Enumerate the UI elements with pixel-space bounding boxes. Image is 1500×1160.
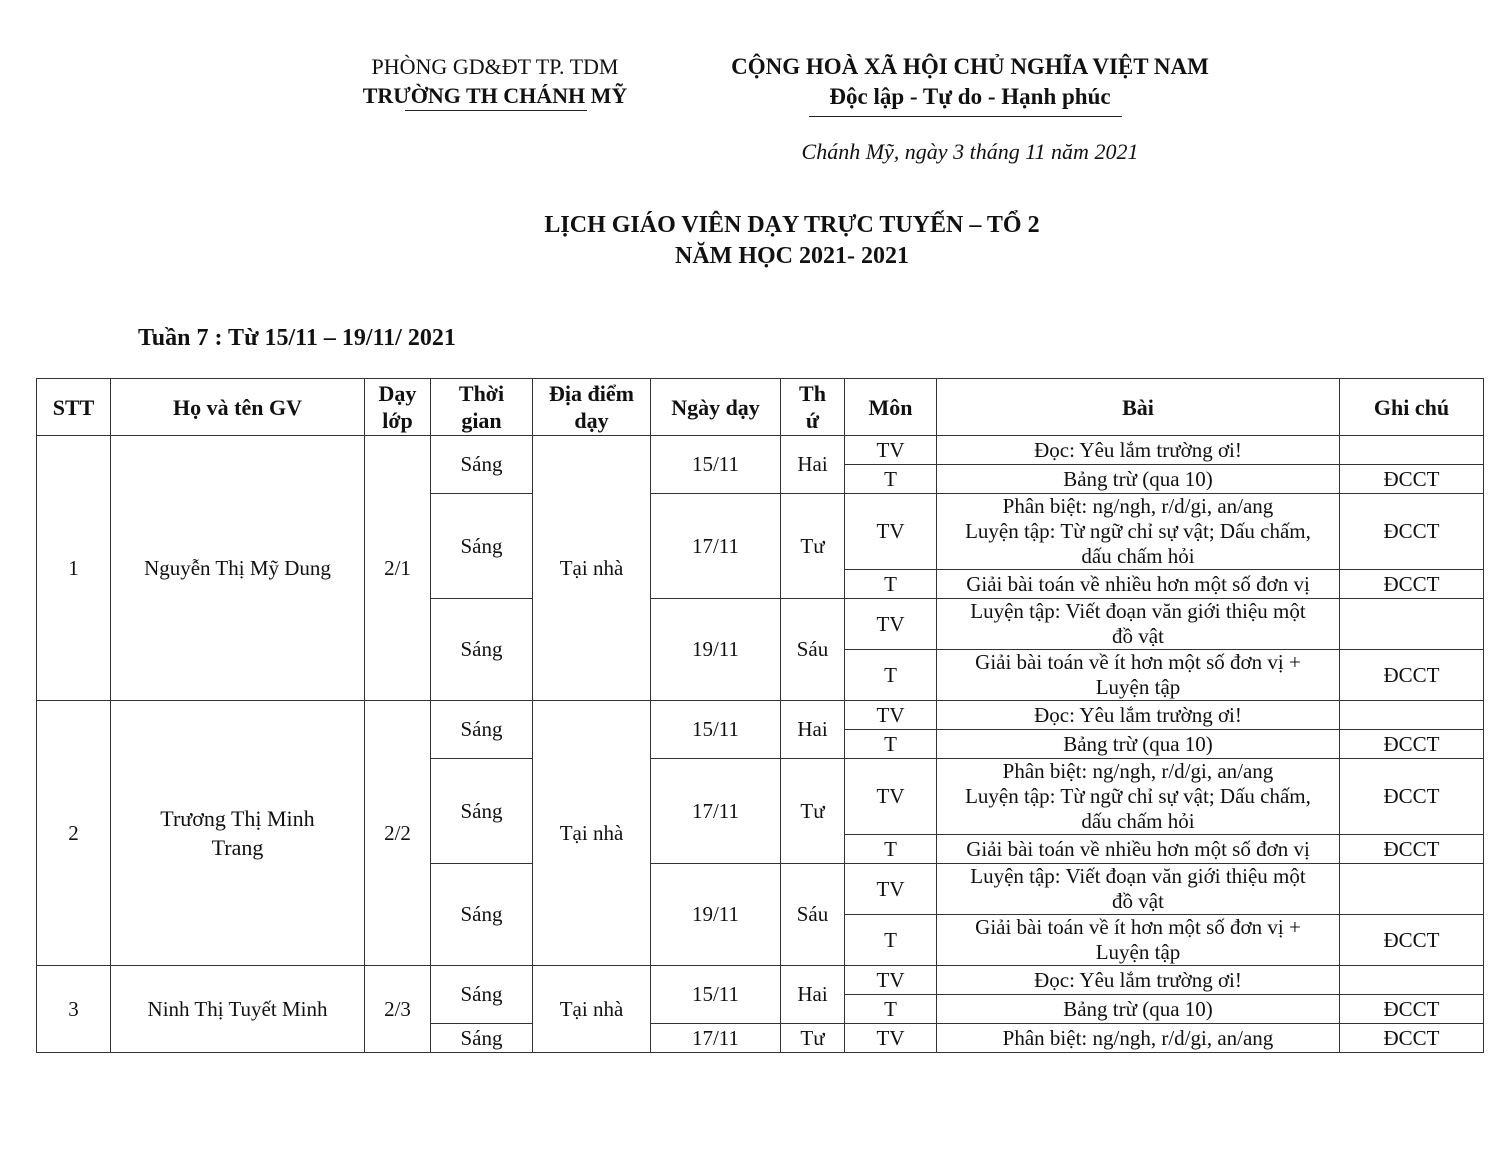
country-name: CỘNG HOÀ XÃ HỘI CHỦ NGHĨA VIỆT NAM xyxy=(731,54,1209,79)
cell-note xyxy=(1340,436,1484,465)
cell-subject: TV xyxy=(845,494,937,570)
cell-place: Tại nhà xyxy=(533,701,651,966)
cell-note xyxy=(1340,966,1484,995)
cell-lesson xyxy=(937,966,1340,995)
header-time xyxy=(431,379,533,436)
cell-time: Sáng xyxy=(431,1024,533,1053)
cell-date: 19/11 xyxy=(651,864,781,966)
lesson-line: Phân biệt: ng/ngh, r/d/gi, an/ang xyxy=(1002,494,1274,518)
document-title: LỊCH GIÁO VIÊN DẠY TRỰC TUYẾN – TỔ 2 xyxy=(544,212,1040,238)
cell-lesson xyxy=(937,570,1340,599)
cell-note: ĐCCT xyxy=(1340,915,1484,966)
header-class xyxy=(365,379,431,436)
cell-date: 17/11 xyxy=(651,759,781,864)
cell-lesson xyxy=(937,1024,1340,1053)
cell-stt: 2 xyxy=(37,701,111,966)
cell-note xyxy=(1340,599,1484,650)
cell-time: Sáng xyxy=(431,701,533,759)
cell-class: 2/3 xyxy=(365,966,431,1053)
cell-weekday: Tư xyxy=(781,759,845,864)
cell-subject: T xyxy=(845,995,937,1024)
cell-class: 2/1 xyxy=(365,436,431,701)
week-label: Tuần 7 : Từ 15/11 – 19/11/ 2021 xyxy=(138,325,456,351)
header-teacher-name: Họ và tên GV xyxy=(111,379,365,436)
lesson-line: Đọc: Yêu lắm trường ơi! xyxy=(1034,437,1242,462)
cell-note: ĐCCT xyxy=(1340,494,1484,570)
cell-weekday: Sáu xyxy=(781,864,845,966)
cell-lesson xyxy=(937,494,1340,570)
header-place-l1: Địa điểm xyxy=(549,381,634,406)
lesson-line: Luyện tập xyxy=(1095,675,1181,699)
cell-weekday: Hai xyxy=(781,436,845,494)
header-weekday-l2: ứ xyxy=(805,408,820,433)
cell-date: 17/11 xyxy=(651,1024,781,1053)
cell-lesson xyxy=(937,436,1340,465)
cell-subject: TV xyxy=(845,1024,937,1053)
cell-note: ĐCCT xyxy=(1340,835,1484,864)
cell-subject: T xyxy=(845,730,937,759)
cell-lesson xyxy=(937,599,1340,650)
cell-subject: T xyxy=(845,835,937,864)
cell-subject: TV xyxy=(845,864,937,915)
header-time-l1: Thời xyxy=(458,381,505,406)
lesson-line: Luyện tập xyxy=(1095,940,1181,964)
cell-stt: 1 xyxy=(37,436,111,701)
header-class-l1: Dạy xyxy=(378,381,417,406)
motto-underline xyxy=(809,116,1122,117)
table-row xyxy=(37,701,1484,730)
cell-date: 19/11 xyxy=(651,599,781,701)
lesson-line: Giải bài toán về nhiều hơn một số đơn vị xyxy=(966,836,1310,861)
cell-subject: TV xyxy=(845,701,937,730)
cell-teacher-name: Nguyễn Thị Mỹ Dung xyxy=(111,436,365,701)
cell-time: Sáng xyxy=(431,436,533,494)
cell-weekday: Sáu xyxy=(781,599,845,701)
org-department: PHÒNG GD&ĐT TP. TDM xyxy=(371,54,619,79)
teacher-name-l1: Trương Thị Minh xyxy=(160,806,315,831)
cell-date: 15/11 xyxy=(651,701,781,759)
table-header-row xyxy=(37,379,1484,436)
cell-note xyxy=(1340,864,1484,915)
lesson-line: dấu chấm hỏi xyxy=(1081,809,1195,833)
cell-lesson xyxy=(937,730,1340,759)
school-underline xyxy=(405,110,587,111)
cell-date: 17/11 xyxy=(651,494,781,599)
header-time-l2: gian xyxy=(461,408,502,433)
lesson-line: Bảng trừ (qua 10) xyxy=(1063,466,1213,491)
lesson-line: Bảng trừ (qua 10) xyxy=(1063,731,1213,756)
header-note: Ghi chú xyxy=(1340,379,1484,436)
lesson-line: Phân biệt: ng/ngh, r/d/gi, an/ang xyxy=(1002,759,1274,783)
cell-lesson xyxy=(937,701,1340,730)
cell-lesson xyxy=(937,864,1340,915)
lesson-line: Luyện tập: Viết đoạn văn giới thiệu một xyxy=(970,864,1306,888)
teacher-name-l2: Trang xyxy=(211,835,264,860)
lesson-line: đồ vật xyxy=(1112,889,1164,913)
cell-teacher-name: Ninh Thị Tuyết Minh xyxy=(111,966,365,1053)
lesson-line: Luyện tập: Viết đoạn văn giới thiệu một xyxy=(970,599,1306,623)
document-date: Chánh Mỹ, ngày 3 tháng 11 năm 2021 xyxy=(801,139,1139,164)
cell-time: Sáng xyxy=(431,599,533,701)
header-place xyxy=(533,379,651,436)
cell-subject: T xyxy=(845,650,937,701)
lesson-line: Giải bài toán về ít hơn một số đơn vị + xyxy=(975,650,1301,674)
cell-lesson xyxy=(937,995,1340,1024)
cell-weekday: Hai xyxy=(781,701,845,759)
cell-note: ĐCCT xyxy=(1340,730,1484,759)
cell-subject: T xyxy=(845,465,937,494)
cell-subject: TV xyxy=(845,436,937,465)
cell-note: ĐCCT xyxy=(1340,465,1484,494)
cell-weekday: Tư xyxy=(781,494,845,599)
cell-place: Tại nhà xyxy=(533,966,651,1053)
lesson-line: Đọc: Yêu lắm trường ơi! xyxy=(1034,967,1242,992)
cell-note: ĐCCT xyxy=(1340,570,1484,599)
lesson-line: Giải bài toán về ít hơn một số đơn vị + xyxy=(975,915,1301,939)
cell-weekday: Hai xyxy=(781,966,845,1024)
lesson-line: Phân biệt: ng/ngh, r/d/gi, an/ang xyxy=(1002,1025,1274,1050)
cell-subject: T xyxy=(845,570,937,599)
cell-teacher-name xyxy=(111,701,365,966)
cell-note xyxy=(1340,701,1484,730)
cell-lesson xyxy=(937,650,1340,701)
schedule-table xyxy=(36,378,1484,1053)
header-weekday xyxy=(781,379,845,436)
table-row xyxy=(37,966,1484,995)
header-weekday-l1: Th xyxy=(799,381,826,406)
cell-note: ĐCCT xyxy=(1340,1024,1484,1053)
cell-time: Sáng xyxy=(431,966,533,1024)
lesson-line: dấu chấm hỏi xyxy=(1081,544,1195,568)
cell-place: Tại nhà xyxy=(533,436,651,701)
lesson-line: Luyện tập: Từ ngữ chỉ sự vật; Dấu chấm, xyxy=(965,519,1311,543)
cell-subject: TV xyxy=(845,599,937,650)
cell-lesson xyxy=(937,465,1340,494)
cell-subject: TV xyxy=(845,759,937,835)
cell-time: Sáng xyxy=(431,864,533,966)
cell-subject: TV xyxy=(845,966,937,995)
cell-weekday: Tư xyxy=(781,1024,845,1053)
header-stt: STT xyxy=(37,379,111,436)
lesson-line: Bảng trừ (qua 10) xyxy=(1063,996,1213,1021)
country-motto: Độc lập - Tự do - Hạnh phúc xyxy=(829,84,1111,109)
cell-note: ĐCCT xyxy=(1340,759,1484,835)
header-place-l2: dạy xyxy=(574,408,609,433)
header-date: Ngày dạy xyxy=(651,379,781,436)
cell-time: Sáng xyxy=(431,494,533,599)
lesson-line: Luyện tập: Từ ngữ chỉ sự vật; Dấu chấm, xyxy=(965,784,1311,808)
lesson-line: đồ vật xyxy=(1112,624,1164,648)
header-lesson: Bài xyxy=(937,379,1340,436)
document-subtitle: NĂM HỌC 2021- 2021 xyxy=(675,243,909,269)
cell-class: 2/2 xyxy=(365,701,431,966)
cell-note: ĐCCT xyxy=(1340,995,1484,1024)
header-class-l2: lớp xyxy=(382,408,413,433)
cell-stt: 3 xyxy=(37,966,111,1053)
header-subject: Môn xyxy=(845,379,937,436)
cell-time: Sáng xyxy=(431,759,533,864)
cell-subject: T xyxy=(845,915,937,966)
cell-lesson xyxy=(937,835,1340,864)
cell-date: 15/11 xyxy=(651,436,781,494)
lesson-line: Giải bài toán về nhiều hơn một số đơn vị xyxy=(966,571,1310,596)
cell-note: ĐCCT xyxy=(1340,650,1484,701)
cell-date: 15/11 xyxy=(651,966,781,1024)
cell-lesson xyxy=(937,759,1340,835)
lesson-line: Đọc: Yêu lắm trường ơi! xyxy=(1034,702,1242,727)
table-row xyxy=(37,436,1484,465)
org-school: TRƯỜNG TH CHÁNH MỸ xyxy=(362,83,628,108)
cell-lesson xyxy=(937,915,1340,966)
